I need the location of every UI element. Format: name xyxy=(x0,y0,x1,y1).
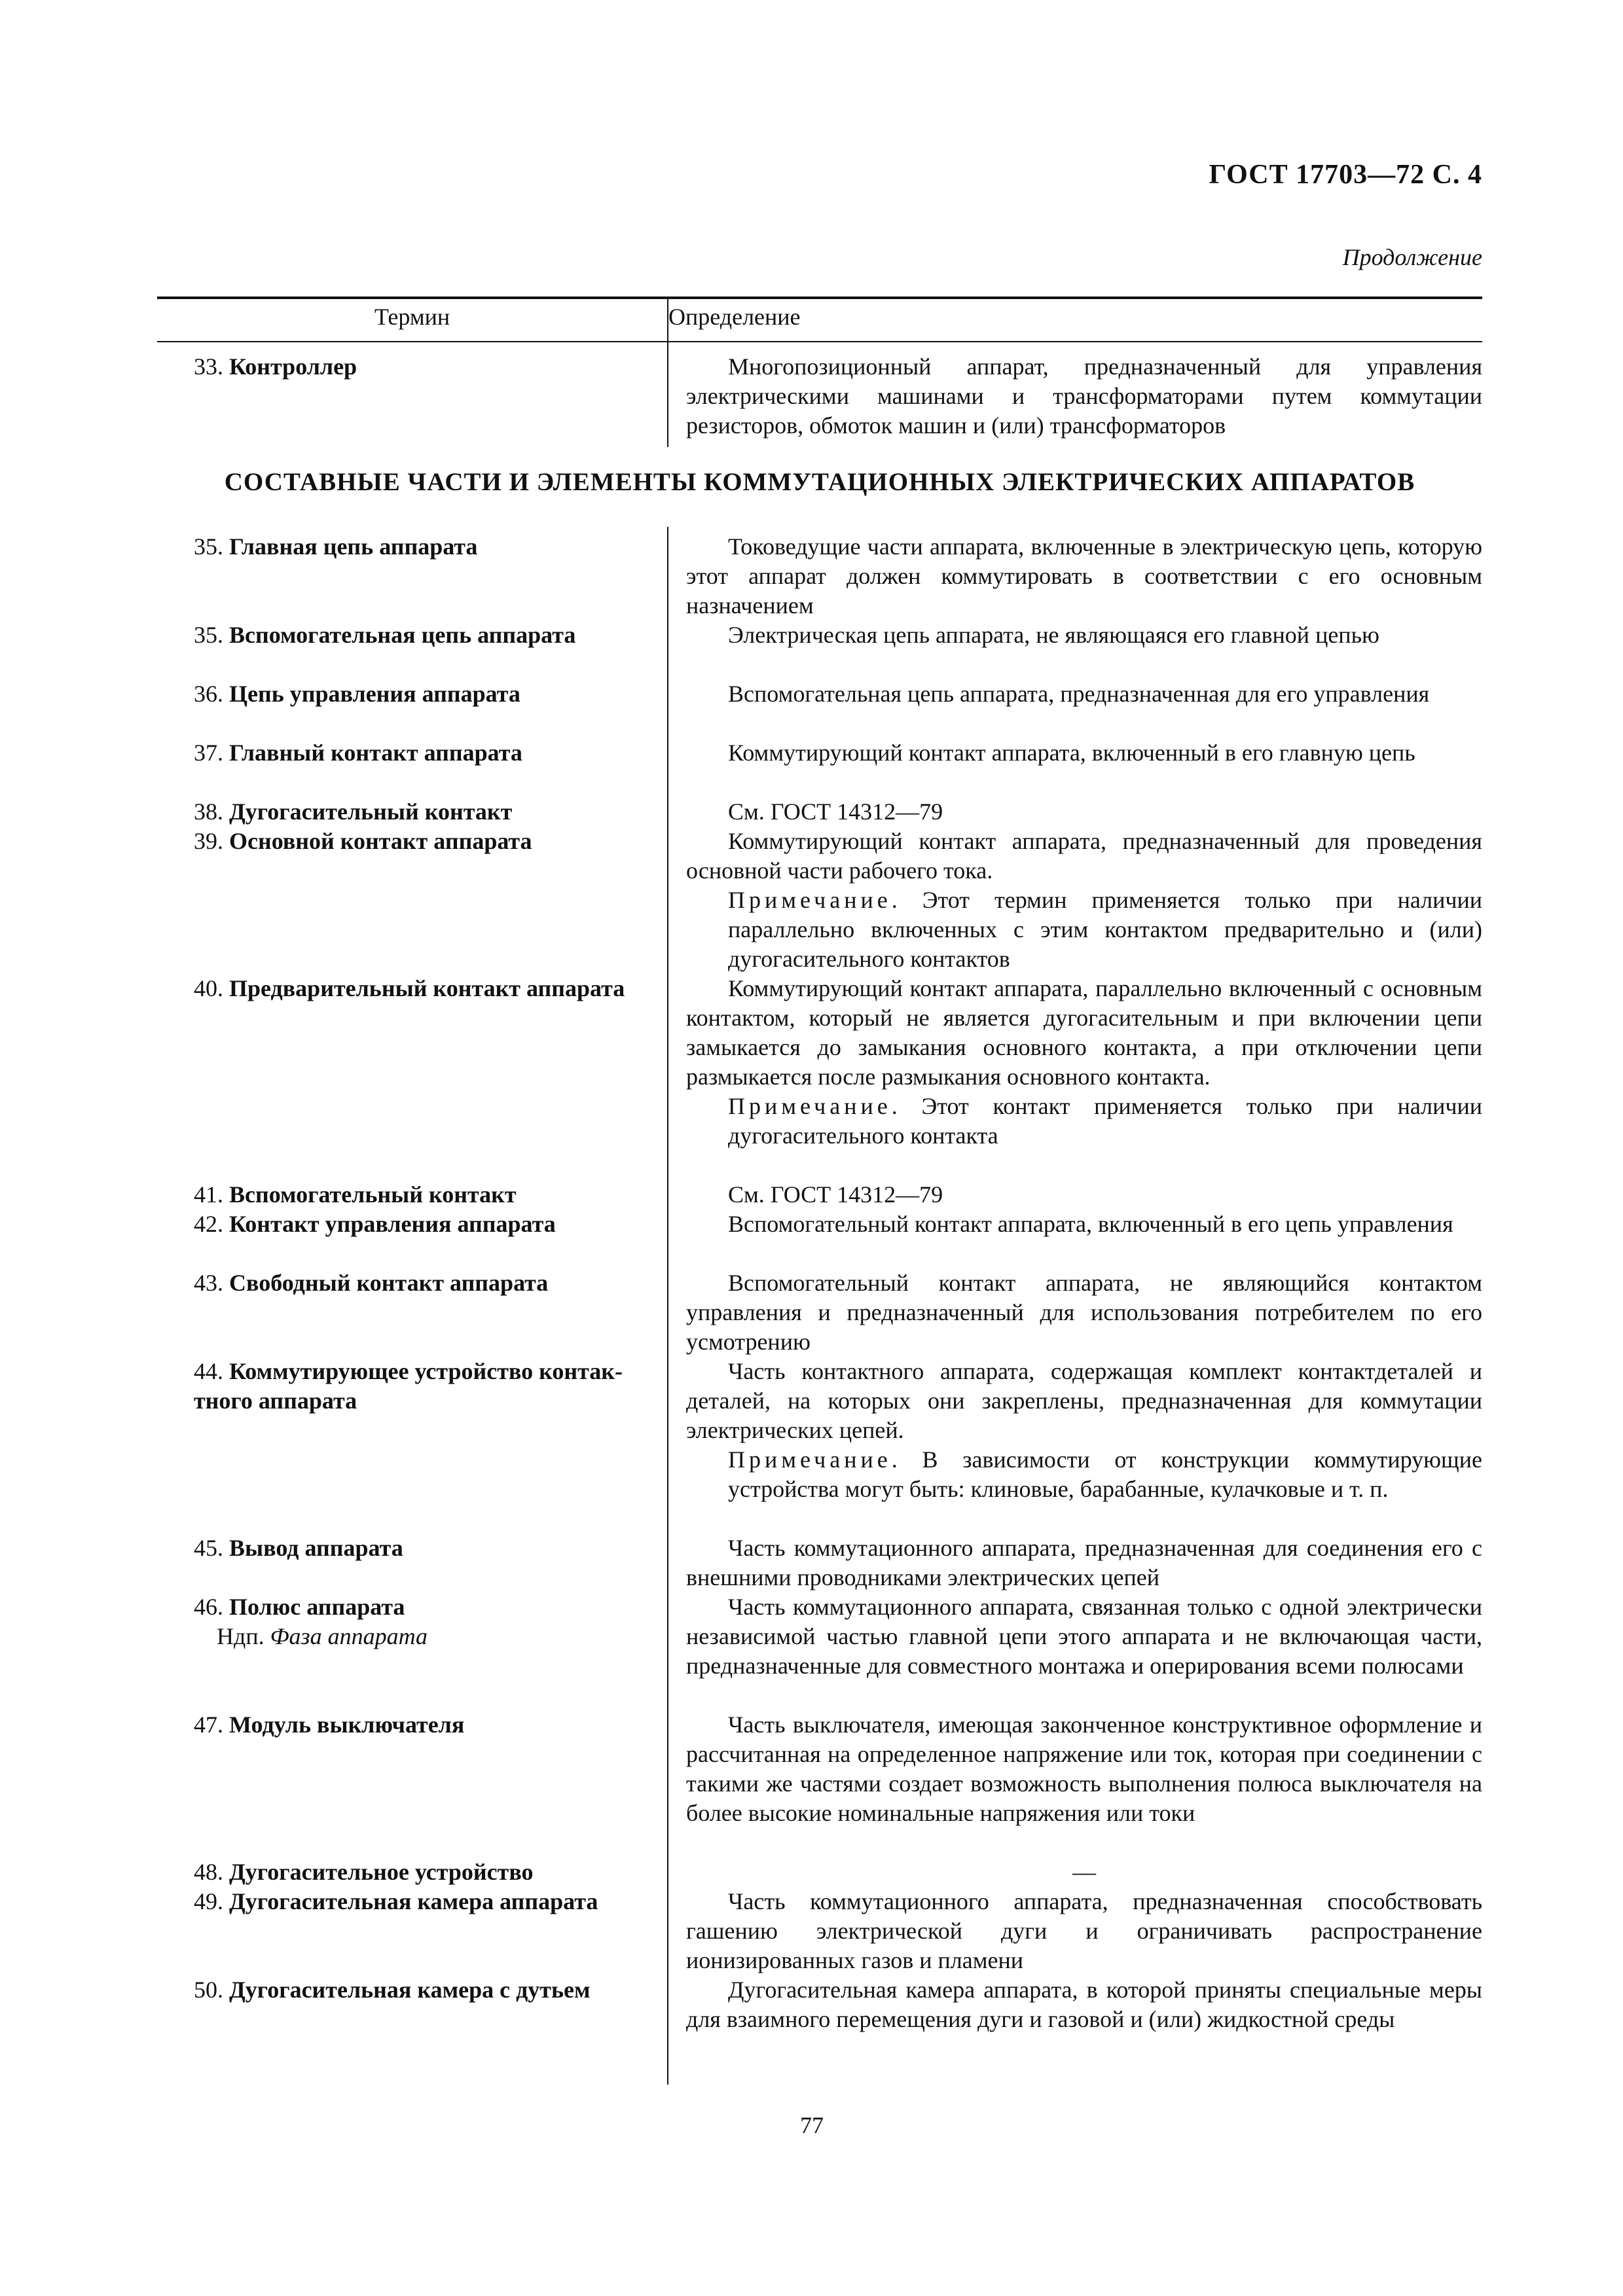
definition-text: Многопозиционный аппарат, предназначенный для управления электрическими машинами и трансформаторами путем коммутации резисторов, обмоток машин и (или) трансформаторов xyxy=(686,353,1482,439)
term-number: 45. xyxy=(194,1535,223,1561)
note-text: . Этот контакт применяется только при наличии дугогасительного контакта xyxy=(728,1093,1482,1149)
deprecated-synonym xyxy=(157,1622,661,1651)
term-name: Вспомогательный контакт xyxy=(229,1181,517,1208)
definition-text: Часть коммутационного аппарата, связанная только с одной электрически независимой частью главной цепи этого аппарата и не включающая части, предназначенные для совместного монтажа и оперирования всеми полюсами xyxy=(686,1594,1482,1679)
term-name: Вывод аппарата xyxy=(229,1535,403,1561)
term-number: 40. xyxy=(194,975,223,1001)
term-name: Главный контакт аппарата xyxy=(229,740,522,766)
term-number: 47. xyxy=(194,1712,223,1738)
definition-text: Коммутирующий контакт аппарата, параллельно включенный с основным контактом, который не является дугогасительным и при включении цепи замыкается до замыкания основного контакта, а при отключении цепи размыкается после размыкания основного контакта. xyxy=(686,975,1482,1090)
term-name: Дугогасительный контакт xyxy=(229,798,513,825)
term-name: Дугогасительная камера аппарата xyxy=(229,1888,598,1914)
term-entry xyxy=(157,1592,661,1651)
term-number: 49. xyxy=(194,1888,223,1914)
column-header-term: Термин xyxy=(374,304,450,330)
definition-entry xyxy=(686,1268,1482,1357)
document-reference: ГОСТ 17703—72 С. 4 xyxy=(1209,160,1482,190)
note-label: Примечание xyxy=(728,1093,892,1119)
page-number: 77 xyxy=(800,2112,824,2138)
term-entry xyxy=(157,1887,661,1916)
definition-text: Коммутирующий контакт аппарата, включенный в его главную цепь xyxy=(728,740,1415,766)
term-entry xyxy=(157,1210,661,1239)
note-label: Примечание xyxy=(728,1446,892,1473)
term-number: 44. xyxy=(194,1358,223,1384)
term-name: Дугогасительное устройство xyxy=(229,1859,534,1885)
definition-text: Токоведущие части аппарата, включенные в электрическую цепь, которую этот аппарат должен коммутировать в соответствии с его основным назначением xyxy=(686,533,1482,619)
definition-text: Вспомогательная цепь аппарата, предназначенная для его управления xyxy=(728,681,1430,707)
term-entry xyxy=(157,1534,661,1563)
column-header-definition: Определение xyxy=(668,304,801,330)
term-name: Главная цепь аппарата xyxy=(229,533,478,560)
term-number: 35. xyxy=(194,533,223,560)
term-name: Контроллер xyxy=(229,353,357,380)
term-number: 33. xyxy=(194,353,223,380)
term-number: 43. xyxy=(194,1270,223,1296)
definition-entry xyxy=(686,1357,1482,1504)
term-entry xyxy=(157,1857,661,1887)
definition-entry xyxy=(686,1180,1482,1210)
term-name: Основной контакт аппарата xyxy=(229,828,532,854)
term-name: Свободный контакт аппарата xyxy=(229,1270,549,1296)
definition-text: Вспомогательный контакт аппарата, не являющийся контактом управления и предназначенный для использования потребителем по его усмотрению xyxy=(686,1270,1482,1355)
definition-text: Вспомогательный контакт аппарата, включенный в его цепь управления xyxy=(728,1211,1453,1237)
term-entry xyxy=(157,827,661,856)
term-number: 48. xyxy=(194,1859,223,1885)
definition-entry xyxy=(686,679,1482,709)
definition-entry xyxy=(686,974,1482,1151)
definition-entry xyxy=(686,1210,1482,1239)
term-name: Контакт управления аппарата xyxy=(229,1211,556,1237)
definition-entry xyxy=(686,1975,1482,2034)
term-name: Коммутирующее устройство контактного аппарата xyxy=(194,1358,623,1414)
term-number: 50. xyxy=(194,1977,223,2003)
term-number: 37. xyxy=(194,740,223,766)
term-entry xyxy=(157,1357,661,1416)
definition-note xyxy=(686,886,1482,974)
note-text: . В зависимости от конструкции коммутирующие устройства могут быть: клиновые, барабанные, кулачковые и т. п. xyxy=(728,1446,1482,1502)
term-entry xyxy=(157,1180,661,1210)
definition-note xyxy=(686,1445,1482,1504)
term-number: 36. xyxy=(194,681,223,707)
term-number: 38. xyxy=(194,798,223,825)
term-name: Цепь управления аппарата xyxy=(229,681,520,707)
definition-note xyxy=(686,1092,1482,1151)
term-name: Дугогасительная камера с дутьем xyxy=(229,1977,591,2003)
definition-entry xyxy=(686,1592,1482,1681)
term-name: Вспомогательная цепь аппарата xyxy=(229,622,576,648)
section-title: СОСТАВНЫЕ ЧАСТИ И ЭЛЕМЕНТЫ КОММУТАЦИОННЫХ ЭЛЕКТРИЧЕСКИХ АППАРАТОВ xyxy=(224,468,1415,496)
definition-entry xyxy=(686,532,1482,620)
term-entry xyxy=(157,1710,661,1740)
definition-entry xyxy=(686,352,1482,440)
definition-entry xyxy=(686,1887,1482,1975)
term-number: 35. xyxy=(194,622,223,648)
term-entry xyxy=(157,352,661,382)
definition-text: Электрическая цепь аппарата, не являющаяся его главной цепью xyxy=(728,622,1379,648)
table-top-rule xyxy=(157,296,1482,299)
term-entry xyxy=(157,620,661,650)
definition-entry xyxy=(686,1710,1482,1828)
definition-text: Дугогасительная камера аппарата, в которой приняты специальные меры для взаимного перемещения дуги и газовой и (или) жидкостной среды xyxy=(686,1977,1482,2032)
term-number: 46. xyxy=(194,1594,223,1620)
definition-entry xyxy=(686,797,1482,827)
term-entry xyxy=(157,532,661,562)
term-number: 42. xyxy=(194,1211,223,1237)
definition-text: Часть коммутационного аппарата, предназначенная для соединения его с внешними проводниками электрических цепей xyxy=(686,1535,1482,1590)
column-divider xyxy=(667,527,668,2085)
synonym-term: Фаза аппарата xyxy=(270,1623,428,1649)
term-name: Полюс аппарата xyxy=(229,1594,405,1620)
definition-text: Часть контактного аппарата, содержащая комплект контактдеталей и деталей, на которых они закреплены, предназначенная для коммутации электрических цепей. xyxy=(686,1358,1482,1443)
definition-entry xyxy=(686,1857,1482,1887)
definition-dash: — xyxy=(1072,1859,1096,1885)
term-number: 39. xyxy=(194,828,223,854)
definition-text: Часть выключателя, имеющая законченное конструктивное оформление и рассчитанная на определенное напряжение или ток, которая при соединении с такими же частями создает возможность выполнения полюса выключателя на более высокие номинальные напряжения или токи xyxy=(686,1712,1482,1826)
term-entry xyxy=(157,974,661,1003)
note-text: . Этот термин применяется только при наличии параллельно включенных с этим контактом предварительно и (или) дугогасительного контактов xyxy=(728,887,1482,972)
definition-text: Коммутирующий контакт аппарата, предназначенный для проведения основной части рабочего тока. xyxy=(686,828,1482,884)
definition-entry xyxy=(686,620,1482,650)
definition-text: Часть коммутационного аппарата, предназначенная способствовать гашению электрической дуги и ограничивать распространение ионизированных газов и пламени xyxy=(686,1888,1482,1973)
definition-reference: См. ГОСТ 14312—79 xyxy=(728,1181,943,1208)
continuation-label: Продолжение xyxy=(1342,244,1482,270)
term-name: Предварительный контакт аппарата xyxy=(229,975,625,1001)
table-header-rule xyxy=(157,341,1482,342)
term-entry xyxy=(157,797,661,827)
definition-entry xyxy=(686,827,1482,974)
definition-reference: См. ГОСТ 14312—79 xyxy=(728,798,943,825)
term-number: 41. xyxy=(194,1181,223,1208)
note-label: Примечание xyxy=(728,887,892,913)
term-entry xyxy=(157,738,661,768)
term-name: Модуль выключателя xyxy=(229,1712,465,1738)
term-entry xyxy=(157,1975,661,2005)
term-entry xyxy=(157,1268,661,1298)
synonym-prefix: Ндп. xyxy=(217,1623,264,1649)
definition-entry xyxy=(686,738,1482,768)
definition-entry xyxy=(686,1534,1482,1592)
term-entry xyxy=(157,679,661,709)
